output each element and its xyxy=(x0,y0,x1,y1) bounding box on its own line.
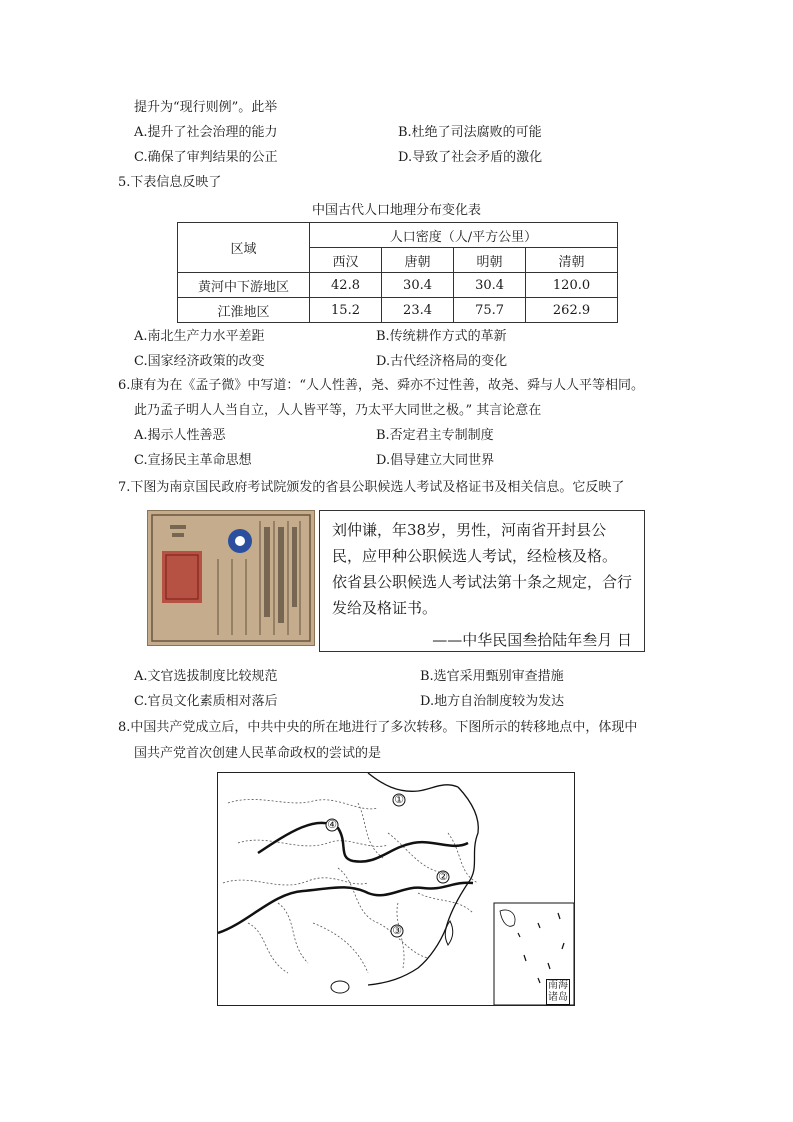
q5-table-title: 中国古代人口地理分布变化表 xyxy=(311,203,481,218)
table-cell: 120.0 xyxy=(526,273,618,298)
q8-stem-line1: 8.中国共产党成立后，中共中央的所在地进行了多次转移。下图所示的转移地点中，体现中 xyxy=(118,720,638,735)
q5-option-a: A.南北生产力水平差距 xyxy=(134,329,265,344)
china-map-drawing xyxy=(218,773,575,1006)
certificate-date: ——中华民国叁拾陆年叁月 日 xyxy=(432,631,632,649)
q8-stem-line2: 国共产党首次创建人民革命政权的尝试的是 xyxy=(134,746,382,761)
q5-option-b: B.传统耕作方式的革新 xyxy=(376,329,507,344)
inset-label-line1: 南海 xyxy=(548,980,568,991)
table-header-region: 区域 xyxy=(178,223,310,273)
q7-option-d: D.地方自治制度较为发达 xyxy=(420,694,565,709)
map-marker-1: ① xyxy=(394,793,404,806)
table-cell: 23.4 xyxy=(382,298,454,323)
q6-option-d: D.倡导建立大同世界 xyxy=(376,453,495,468)
q7-option-b: B.选官采用甄别审查措施 xyxy=(420,669,564,684)
q7-stem: 7.下图为南京国民政府考试院颁发的省县公职候选人考试及格证书及相关信息。它反映了 xyxy=(118,480,625,495)
q5-option-c: C.国家经济政策的改变 xyxy=(134,354,265,369)
q5-option-d: D.古代经济格局的变化 xyxy=(376,354,508,369)
table-header-density: 人口密度（人/平方公里） xyxy=(310,223,618,248)
q4-option-a: A.提升了社会治理的能力 xyxy=(134,125,278,140)
table-header-dynasty: 清朝 xyxy=(526,248,618,273)
table-cell: 75.7 xyxy=(454,298,526,323)
table-cell: 15.2 xyxy=(310,298,382,323)
table-header-dynasty: 西汉 xyxy=(310,248,382,273)
q6-option-b: B.否定君主专制制度 xyxy=(376,428,494,443)
q4-option-b: B.杜绝了司法腐败的可能 xyxy=(398,125,542,140)
certificate-image xyxy=(148,511,314,645)
map-marker-3: ③ xyxy=(392,924,402,937)
table-cell: 42.8 xyxy=(310,273,382,298)
inset-label-line2: 诸岛 xyxy=(548,992,568,1003)
china-map xyxy=(217,772,575,1006)
q4-option-c: C.确保了审判结果的公正 xyxy=(134,150,278,165)
q7-option-c: C.官员文化素质相对落后 xyxy=(134,694,278,709)
q6-option-a: A.揭示人性善恶 xyxy=(134,428,226,443)
q6-stem-line2: 此乃孟子明人人当自立，人人皆平等，乃太平大同世之极。” 其言论意在 xyxy=(134,403,542,418)
table-cell: 30.4 xyxy=(382,273,454,298)
table-row xyxy=(178,273,618,298)
certificate-photo xyxy=(147,510,315,646)
q6-stem-line1: 6.康有为在《孟子微》中写道：“人人性善，尧、舜亦不过性善，故尧、舜与人人平等相同。 xyxy=(118,378,645,393)
inset-label xyxy=(546,979,570,1005)
q4-stem-tail: 提升为“现行则例”。此举 xyxy=(134,100,278,115)
table-cell-region: 黄河中下游地区 xyxy=(178,273,310,298)
table-row xyxy=(178,298,618,323)
table-cell: 30.4 xyxy=(454,273,526,298)
q6-option-c: C.宣扬民主革命思想 xyxy=(134,453,252,468)
table-header-dynasty: 明朝 xyxy=(454,248,526,273)
q4-option-d: D.导致了社会矛盾的激化 xyxy=(398,150,543,165)
table-cell: 262.9 xyxy=(526,298,618,323)
map-marker-4: ④ xyxy=(327,818,337,831)
table-cell-region: 江淮地区 xyxy=(178,298,310,323)
certificate-info-box xyxy=(319,510,645,652)
map-marker-2: ② xyxy=(438,870,448,883)
certificate-info-text: 刘仲谦，年38岁，男性，河南省开封县公民，应甲种公职候选人考试，经检核及格。 依省县公职候选人考试法第十条之规定，合行发给及格证书。 xyxy=(332,521,633,617)
population-density-table xyxy=(177,222,618,323)
q7-option-a: A.文官选拔制度比较规范 xyxy=(134,669,278,684)
table-header-dynasty: 唐朝 xyxy=(382,248,454,273)
q5-stem: 5.下表信息反映了 xyxy=(118,175,222,190)
